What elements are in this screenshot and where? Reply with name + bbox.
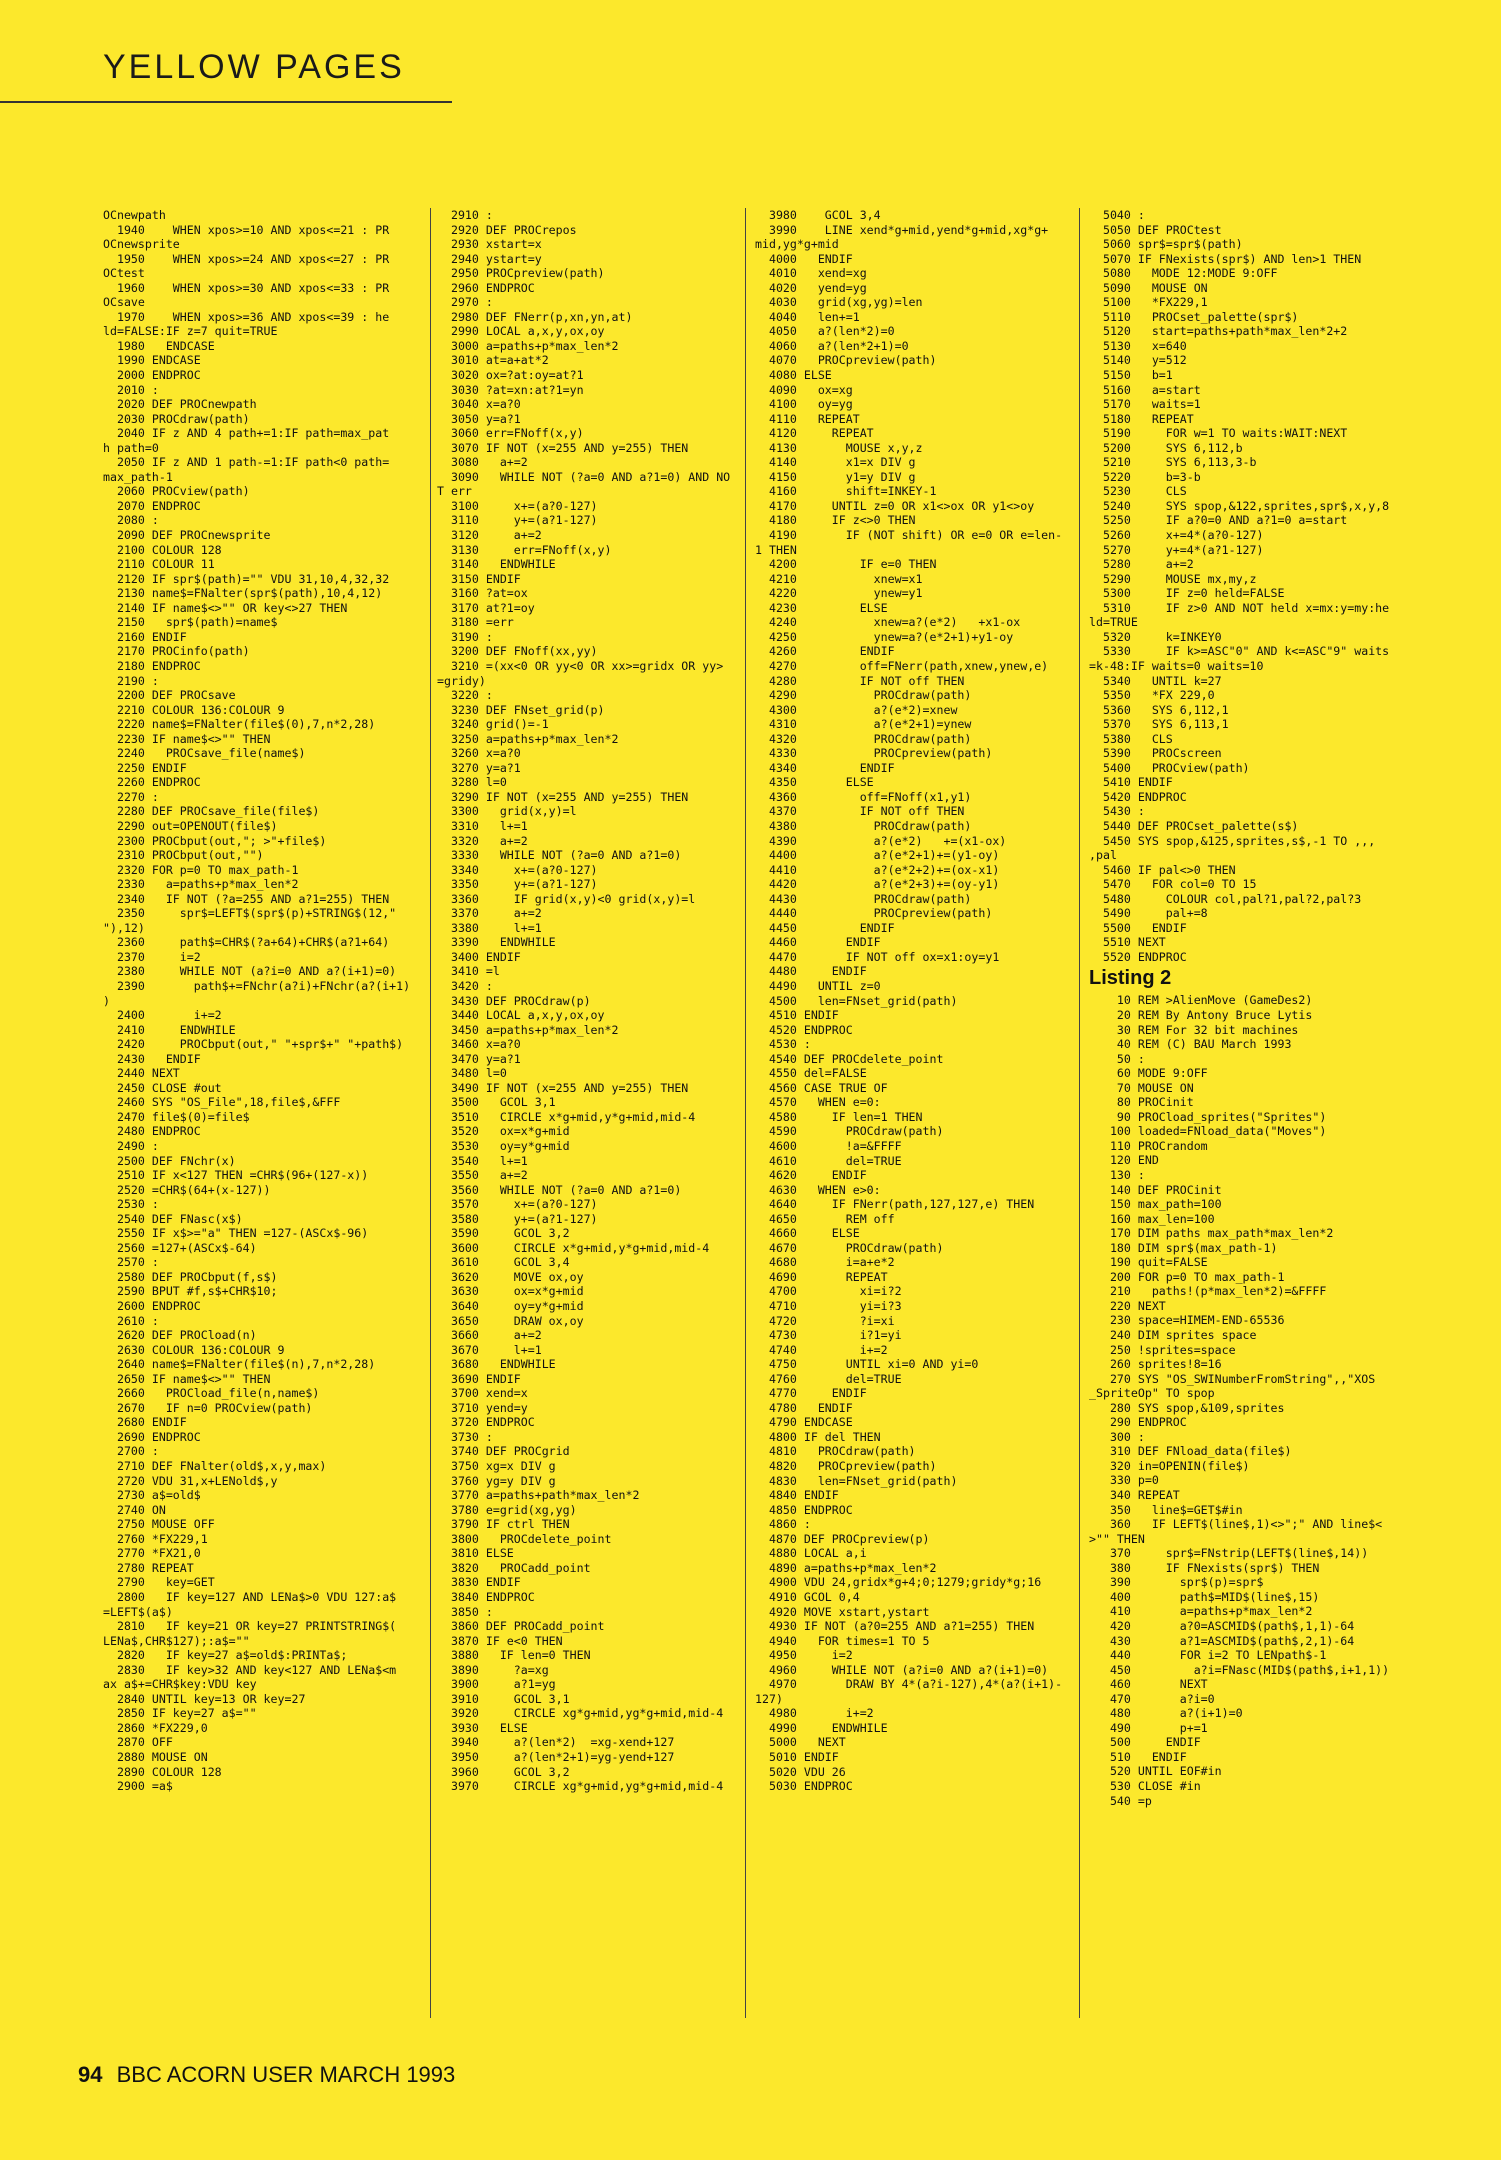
code-column-1 [103, 208, 421, 2018]
column-divider [1079, 208, 1080, 2018]
column-divider [745, 208, 746, 2018]
listing-code: 5040 : 5050 DEF PROCtest 5060 spr$=spr$(path) 5070 IF FNexists(spr$) AND len>1 THEN 5080 MODE 12:MODE 9:OFF 5090 MOUSE ON 5100 *FX229,1 5110 PROCset_palette(spr$) 5120 start=paths+path*max_len*2+2 5130 x=640 5140 y=512 5150 b=1 5160 a=start 5170 waits=1 5180 REPEAT 5190 FOR w=1 TO waits:WAIT:NEXT 5200 SYS 6,112,b 5210 SYS 6,113,3-b 5220 b=3-b 5230 CLS 5240 SYS spop,&122,sprites,spr$,x,y,8 5250 IF a?0=0 AND a?1=0 a=start 5260 x+=4*(a?0-127) 5270 y+=4*(a?1-127) 5280 a+=2 5290 MOUSE mx,my,z 5300 IF z=0 held=FALSE 5310 IF z>0 AND NOT held x=mx:y=my:he ld=TRUE 5320 k=INKEY0 5330 IF k>=ASC"0" AND k<=ASC"9" waits =k-48:IF waits=0 waits=10 5340 UNTIL k=27 5350 *FX 229,0 5360 SYS 6,112,1 5370 SYS 6,113,1 5380 CLS 5390 PROCscreen 5400 PROCview(path) 5410 ENDIF 5420 ENDPROC 5430 : 5440 DEF PROCset_palette(s$) 5450 SYS spop,&125,sprites,s$,-1 TO ,,, ,pal 5460 IF pal<>0 THEN 5470 FOR col=0 TO 15 5480 COLOUR col,pal?1,pal?2,pal?3 5490 pal+=8 5500 ENDIF 5510 NEXT 5520 ENDPROC [1089, 208, 1390, 964]
column-divider [430, 208, 431, 2018]
section-title: YELLOW PAGES [103, 48, 405, 86]
page-number: 94 [78, 2062, 103, 2087]
listing-code: 10 REM >AlienMove (GameDes2) 20 REM By Antony Bruce Lytis 30 REM For 32 bit machines 40 REM (C) BAU March 1993 50 : 60 MODE 9:OFF 70 MOUSE ON 80 PROCinit 90 PROCload_sprites("Sprites") 100 loaded=FNload_data("Moves") 110 PROCrandom 120 END 130 : 140 DEF PROCinit 150 max_path=100 160 max_len=100 170 DIM paths max_path*max_len*2 180 DIM spr$(max_path-1) 190 quit=FALSE 200 FOR p=0 TO max_path-1 210 paths!(p*max_len*2)=&FFFF 220 NEXT 230 space=HIMEM-END-65536 240 DIM sprites space 250 !sprites=space 260 sprites!8=16 270 SYS "OS_SWINumberFromString",,"XOS _SpriteOp" TO spop 280 SYS spop,&109,sprites 290 ENDPROC 300 : 310 DEF FNload_data(file$) 320 in=OPENIN(file$) 330 p=0 340 REPEAT 350 line$=GET$#in 360 IF LEFT$(line$,1)<>";" AND line$< >"" THEN 370 spr$=FNstrip(LEFT$(line$,14)) 380 IF FNexists(spr$) THEN 390 spr$(p)=spr$ 400 path$=MID$(line$,15) 410 a=paths+p*max_len*2 420 a?0=ASCMID$(path$,1,1)-64 430 a?1=ASCMID$(path$,2,1)-64 440 FOR i=2 TO LENpath$-1 450 a?i=FNasc(MID$(path$,i+1,1)) 460 NEXT 470 a?i=0 480 a?(i+1)=0 490 p+=1 500 ENDIF 510 ENDIF 520 UNTIL EOF#in 530 CLOSE #in 540 =p [1089, 993, 1390, 1808]
publication-name: BBC ACORN USER MARCH 1993 [116, 2062, 456, 2087]
page-footer [78, 2062, 455, 2088]
page-header [0, 0, 460, 106]
header-rule [0, 101, 452, 103]
listing-2-heading: Listing 2 [1089, 967, 1172, 990]
listing-code: 3980 GCOL 3,4 3990 LINE xend*g+mid,yend*g+mid,xg*g+ mid,yg*g+mid 4000 ENDIF 4010 xend=xg 4020 yend=yg 4030 grid(xg,yg)=len 4040 len+=1 4050 a?(len*2)=0 4060 a?(len*2+1)=0 4070 PROCpreview(path) 4080 ELSE 4090 ox=xg 4100 oy=yg 4110 REPEAT 4120 REPEAT 4130 MOUSE x,y,z 4140 x1=x DIV g 4150 y1=y DIV g 4160 shift=INKEY-1 4170 UNTIL z=0 OR x1<>ox OR y1<>oy 4180 IF z<>0 THEN 4190 IF (NOT shift) OR e=0 OR e=len- 1 THEN 4200 IF e=0 THEN 4210 xnew=x1 4220 ynew=y1 4230 ELSE 4240 xnew=a?(e*2) +x1-ox 4250 ynew=a?(e*2+1)+y1-oy 4260 ENDIF 4270 off=FNerr(path,xnew,ynew,e) 4280 IF NOT off THEN 4290 PROCdraw(path) 4300 a?(e*2)=xnew 4310 a?(e*2+1)=ynew 4320 PROCdraw(path) 4330 PROCpreview(path) 4340 ENDIF 4350 ELSE 4360 off=FNoff(x1,y1) 4370 IF NOT off THEN 4380 PROCdraw(path) 4390 a?(e*2) +=(x1-ox) 4400 a?(e*2+1)+=(y1-oy) 4410 a?(e*2+2)+=(ox-x1) 4420 a?(e*2+3)+=(oy-y1) 4430 PROCdraw(path) 4440 PROCpreview(path) 4450 ENDIF 4460 ENDIF 4470 IF NOT off ox=x1:oy=y1 4480 ENDIF 4490 UNTIL z=0 4500 len=FNset_grid(path) 4510 ENDIF 4520 ENDPROC 4530 : 4540 DEF PROCdelete_point 4550 del=FALSE 4560 CASE TRUE OF 4570 WHEN e=0: 4580 IF len=1 THEN 4590 PROCdraw(path) 4600 !a=&FFFF 4610 del=TRUE 4620 ENDIF 4630 WHEN e>0: 4640 IF FNerr(path,127,127,e) THEN 4650 REM off 4660 ELSE 4670 PROCdraw(path) 4680 i=a+e*2 4690 REPEAT 4700 xi=i?2 4710 yi=i?3 4720 ?i=xi 4730 i?1=yi 4740 i+=2 4750 UNTIL xi=0 AND yi=0 4760 del=TRUE 4770 ENDIF 4780 ENDIF 4790 ENDCASE 4800 IF del THEN 4810 PROCdraw(path) 4820 PROCpreview(path) 4830 len=FNset_grid(path) 4840 ENDIF 4850 ENDPROC 4860 : 4870 DEF PROCpreview(p) 4880 LOCAL a,i 4890 a=paths+p*max_len*2 4900 VDU 24,gridx*g+4;0;1279;gridy*g;16 4910 GCOL 0,4 4920 MOVE xstart,ystart 4930 IF NOT (a?0=255 AND a?1=255) THEN 4940 FOR times=1 TO 5 4950 i=2 4960 WHILE NOT (a?i=0 AND a?(i+1)=0) 4970 DRAW BY 4*(a?i-127),4*(a?(i+1)- 127) 4980 i+=2 4990 ENDWHILE 5000 NEXT 5010 ENDIF 5020 VDU 26 5030 ENDPROC [755, 208, 1063, 1794]
listing-code: OCnewpath 1940 WHEN xpos>=10 AND xpos<=21 : PR OCnewsprite 1950 WHEN xpos>=24 AND xpos<=27 : PR OCtest 1960 WHEN xpos>=30 AND xpos<=33 : PR OCsave 1970 WHEN xpos>=36 AND xpos<=39 : he ld=FALSE:IF z=7 quit=TRUE 1980 ENDCASE 1990 ENDCASE 2000 ENDPROC 2010 : 2020 DEF PROCnewpath 2030 PROCdraw(path) 2040 IF z AND 4 path+=1:IF path=max_pat h path=0 2050 IF z AND 1 path-=1:IF path<0 path= max_path-1 2060 PROCview(path) 2070 ENDPROC 2080 : 2090 DEF PROCnewsprite 2100 COLOUR 128 2110 COLOUR 11 2120 IF spr$(path)="" VDU 31,10,4,32,32 2130 name$=FNalter(spr$(path),10,4,12) 2140 IF name$<>"" OR key<>27 THEN 2150 spr$(path)=name$ 2160 ENDIF 2170 PROCinfo(path) 2180 ENDPROC 2190 : 2200 DEF PROCsave 2210 COLOUR 136:COLOUR 9 2220 name$=FNalter(file$(0),7,n*2,28) 2230 IF name$<>"" THEN 2240 PROCsave_file(name$) 2250 ENDIF 2260 ENDPROC 2270 : 2280 DEF PROCsave_file(file$) 2290 out=OPENOUT(file$) 2300 PROCbput(out,"; >"+file$) 2310 PROCbput(out,"") 2320 FOR p=0 TO max_path-1 2330 a=paths+p*max_len*2 2340 IF NOT (?a=255 AND a?1=255) THEN 2350 spr$=LEFT$(spr$(p)+STRING$(12," "),12) 2360 path$=CHR$(?a+64)+CHR$(a?1+64) 2370 i=2 2380 WHILE NOT (a?i=0 AND a?(i+1)=0) 2390 path$+=FNchr(a?i)+FNchr(a?(i+1) ) 2400 i+=2 2410 ENDWHILE 2420 PROCbput(out," "+spr$+" "+path$) 2430 ENDIF 2440 NEXT 2450 CLOSE #out 2460 SYS "OS_File",18,file$,&FFF 2470 file$(0)=file$ 2480 ENDPROC 2490 : 2500 DEF FNchr(x) 2510 IF x<127 THEN =CHR$(96+(127-x)) 2520 =CHR$(64+(x-127)) 2530 : 2540 DEF FNasc(x$) 2550 IF x$>="a" THEN =127-(ASCx$-96) 2560 =127+(ASCx$-64) 2570 : 2580 DEF PROCbput(f,s$) 2590 BPUT #f,s$+CHR$10; 2600 ENDPROC 2610 : 2620 DEF PROCload(n) 2630 COLOUR 136:COLOUR 9 2640 name$=FNalter(file$(n),7,n*2,28) 2650 IF name$<>"" THEN 2660 PROCload_file(n,name$) 2670 IF n=0 PROCview(path) 2680 ENDIF 2690 ENDPROC 2700 : 2710 DEF FNalter(old$,x,y,max) 2720 VDU 31,x+LENold$,y 2730 a$=old$ 2740 ON 2750 MOUSE OFF 2760 *FX229,1 2770 *FX21,0 2780 REPEAT 2790 key=GET 2800 IF key=127 AND LENa$>0 VDU 127:a$ =LEFT$(a$) 2810 IF key=21 OR key=27 PRINTSTRING$( LENa$,CHR$127);:a$="" 2820 IF key=27 a$=old$:PRINTa$; 2830 IF key>32 AND key<127 AND LENa$<m ax a$+=CHR$key:VDU key 2840 UNTIL key=13 OR key=27 2850 IF key=27 a$="" 2860 *FX229,0 2870 OFF 2880 MOUSE ON 2890 COLOUR 128 2900 =a$ [103, 208, 411, 1794]
code-column-4 [1089, 208, 1394, 2018]
code-column-2 [437, 208, 740, 2018]
listing-code: 2910 : 2920 DEF PROCrepos 2930 xstart=x 2940 ystart=y 2950 PROCpreview(path) 2960 ENDPROC 2970 : 2980 DEF FNerr(p,xn,yn,at) 2990 LOCAL a,x,y,ox,oy 3000 a=paths+p*max_len*2 3010 at=a+at*2 3020 ox=?at:oy=at?1 3030 ?at=xn:at?1=yn 3040 x=a?0 3050 y=a?1 3060 err=FNoff(x,y) 3070 IF NOT (x=255 AND y=255) THEN 3080 a+=2 3090 WHILE NOT (?a=0 AND a?1=0) AND NO T err 3100 x+=(a?0-127) 3110 y+=(a?1-127) 3120 a+=2 3130 err=FNoff(x,y) 3140 ENDWHILE 3150 ENDIF 3160 ?at=ox 3170 at?1=oy 3180 =err 3190 : 3200 DEF FNoff(xx,yy) 3210 =(xx<0 OR yy<0 OR xx>=gridx OR yy> =gridy) 3220 : 3230 DEF FNset_grid(p) 3240 grid()=-1 3250 a=paths+p*max_len*2 3260 x=a?0 3270 y=a?1 3280 l=0 3290 IF NOT (x=255 AND y=255) THEN 3300 grid(x,y)=l 3310 l+=1 3320 a+=2 3330 WHILE NOT (?a=0 AND a?1=0) 3340 x+=(a?0-127) 3350 y+=(a?1-127) 3360 IF grid(x,y)<0 grid(x,y)=l 3370 a+=2 3380 l+=1 3390 ENDWHILE 3400 ENDIF 3410 =l 3420 : 3430 DEF PROCdraw(p) 3440 LOCAL a,x,y,ox,oy 3450 a=paths+p*max_len*2 3460 x=a?0 3470 y=a?1 3480 l=0 3490 IF NOT (x=255 AND y=255) THEN 3500 GCOL 3,1 3510 CIRCLE x*g+mid,y*g+mid,mid-4 3520 ox=x*g+mid 3530 oy=y*g+mid 3540 l+=1 3550 a+=2 3560 WHILE NOT (?a=0 AND a?1=0) 3570 x+=(a?0-127) 3580 y+=(a?1-127) 3590 GCOL 3,2 3600 CIRCLE x*g+mid,y*g+mid,mid-4 3610 GCOL 3,4 3620 MOVE ox,oy 3630 ox=x*g+mid 3640 oy=y*g+mid 3650 DRAW ox,oy 3660 a+=2 3670 l+=1 3680 ENDWHILE 3690 ENDIF 3700 xend=x 3710 yend=y 3720 ENDPROC 3730 : 3740 DEF PROCgrid 3750 xg=x DIV g 3760 yg=y DIV g 3770 a=paths+path*max_len*2 3780 e=grid(xg,yg) 3790 IF ctrl THEN 3800 PROCdelete_point 3810 ELSE 3820 PROCadd_point 3830 ENDIF 3840 ENDPROC 3850 : 3860 DEF PROCadd_point 3870 IF e<0 THEN 3880 IF len=0 THEN 3890 ?a=xg 3900 a?1=yg 3910 GCOL 3,1 3920 CIRCLE xg*g+mid,yg*g+mid,mid-4 3930 ELSE 3940 a?(len*2) =xg-xend+127 3950 a?(len*2+1)=yg-yend+127 3960 GCOL 3,2 3970 CIRCLE xg*g+mid,yg*g+mid,mid-4 [437, 208, 731, 1794]
code-column-3 [755, 208, 1073, 2018]
